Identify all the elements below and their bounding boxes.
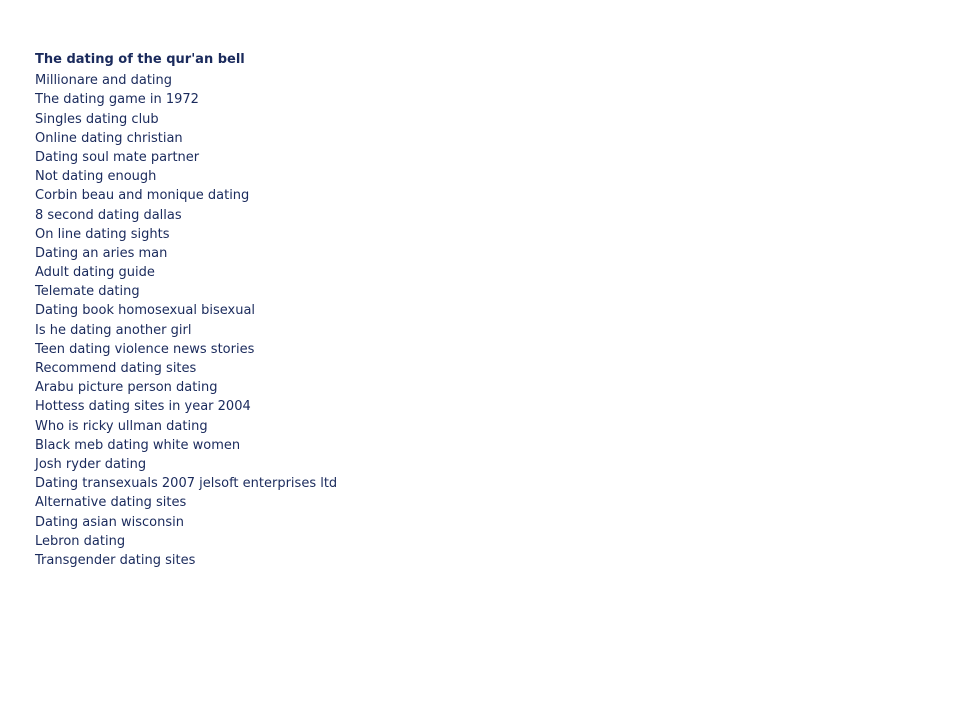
list-item [35, 434, 935, 453]
list-link[interactable]: Millionare and dating [35, 73, 173, 89]
list-link[interactable]: Black meb dating white women [35, 437, 241, 453]
list-item [35, 415, 935, 434]
list-link[interactable]: Dating an aries man [35, 245, 168, 261]
list-item [35, 165, 935, 184]
list-item [35, 223, 935, 242]
list-item [35, 338, 935, 357]
list-link[interactable]: Arabu picture person dating [35, 380, 218, 396]
list-link[interactable]: Alternative dating sites [35, 495, 187, 511]
list-link[interactable]: Transgender dating sites [35, 552, 196, 568]
list-item [35, 395, 935, 414]
list-link[interactable]: Dating soul mate partner [35, 149, 200, 165]
list-item [35, 376, 935, 395]
list-item [35, 453, 935, 472]
list-item [35, 280, 935, 299]
list-link[interactable]: Not dating enough [35, 169, 157, 185]
list-link[interactable]: Dating book homosexual bisexual [35, 303, 256, 319]
list-item [35, 108, 935, 127]
list-link[interactable]: Corbin beau and monique dating [35, 188, 250, 204]
list-link[interactable]: Singles dating club [35, 111, 159, 127]
page-content [35, 50, 935, 568]
list-item [35, 242, 935, 261]
list-link[interactable]: Recommend dating sites [35, 361, 197, 377]
list-item [35, 357, 935, 376]
list-link[interactable]: Who is ricky ullman dating [35, 418, 208, 434]
list-item [35, 204, 935, 223]
list-link[interactable]: Teen dating violence news stories [35, 341, 255, 357]
list-item [35, 491, 935, 510]
list-link[interactable]: Telemate dating [35, 284, 140, 300]
list-link[interactable]: Josh ryder dating [35, 456, 147, 472]
list-item [35, 319, 935, 338]
list-item [35, 549, 935, 568]
list-item [35, 530, 935, 549]
list-item [35, 299, 935, 318]
list-link[interactable]: Hottess dating sites in year 2004 [35, 399, 251, 415]
list-item [35, 88, 935, 107]
list-link[interactable]: Dating transexuals 2007 jelsoft enterprises ltd [35, 476, 338, 492]
list-item [35, 69, 935, 88]
list-item [35, 184, 935, 203]
list-link[interactable]: Lebron dating [35, 533, 126, 549]
list-item [35, 127, 935, 146]
list-link[interactable]: Adult dating guide [35, 265, 155, 281]
list-link[interactable]: The dating game in 1972 [35, 92, 199, 108]
list-item [35, 511, 935, 530]
list-item [35, 146, 935, 165]
page-heading: The dating of the qur'an bell [35, 52, 245, 67]
list-link[interactable]: 8 second dating dallas [35, 207, 182, 223]
list-link[interactable]: On line dating sights [35, 226, 170, 242]
list-item [35, 472, 935, 491]
list-link[interactable]: Is he dating another girl [35, 322, 192, 338]
list-item [35, 261, 935, 280]
link-list [35, 69, 935, 568]
list-link[interactable]: Dating asian wisconsin [35, 514, 184, 530]
list-link[interactable]: Online dating christian [35, 130, 183, 146]
